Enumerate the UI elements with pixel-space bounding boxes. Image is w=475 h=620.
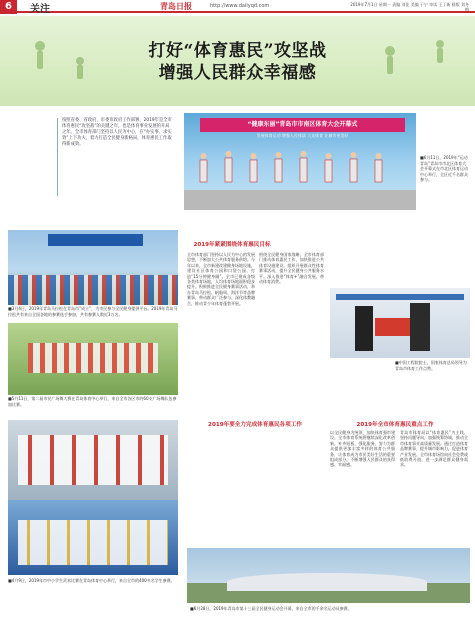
page-number: 6 [0,0,17,14]
issue-meta: 2019年7月1日 星期一 责编 刘佳 美编 于宁 审读 王丁新 排版 刘冬梅 [350,2,469,12]
newspaper-logo: 青岛日报 [160,1,192,11]
stage-banner-subtitle: 发展体育运动 增强人民体质 大众体育 让城市更美好 [256,133,349,138]
caption-dance: ■5月11日，第二届市民广场舞大赛在青岛体育中心举行，来自全市各区市的60支广场舞队伍参加比赛。 [8,396,177,407]
caption-stage: ■6月11日，2019年“运动青岛”青岛市市北区体育大会开幕式在市北区体育运动中心举行，全区近千名群众参与。 [420,155,468,183]
marathon-photo [8,230,178,305]
subhead-1: 2019年紧紧围绕体育惠民目标 [193,242,271,248]
subhead-3: 2019年要全力完成体育惠民各项工作 [208,422,302,428]
subhead-2: 2019年全市体育惠民重点工作 [356,422,434,428]
caption-stadium: ■6月28日，2019年青岛市第十三届全民健身运动会开幕，来自全市的千余名运动员参赛。 [190,606,352,611]
wushu-photo-2 [8,500,178,575]
article-col-4: 青岛市体育局以“体育惠民”为主线，坚持问题导向，加强统筹协调，推动全市体育事业高质量发展。通过打造体育品牌赛事，提升城市影响力，促进体育产业发展。全市体育场馆向社会免费或低收费开放，进一步满足群众健身需求。 [400,430,468,468]
newspaper-url[interactable]: http://www.dailyqd.com [210,3,270,9]
section-title: 关注 [30,4,50,15]
stage-banner-title: “健康东丽”青岛市市南区体育大会开幕式 [200,118,405,132]
article-col-1: 全市体育部门坚持以人民为中心的发展思想，不断加大公共体育服务供给。今年以来，全市新建改建健身场地设施，建设社区体育公园和口袋公园，打造“15分钟健身圈”。全市已建成各级各类体育场地，人均体育场地面积稳步提升。积极推进全民健身赛事活动，举办青岛马拉松、帆船周、海洋节等品牌赛事，带动群众广泛参与。深化体教融合，推动青少年体育蓬勃开展。 [187,252,255,306]
article-col-2: 围绕全民健身国家战略，全市体育部门推动体育惠民工作，加快推进公共体育设施建设，组织开展群众性体育赛事活动，提升全民健身公共服务水平。深入推进“体育+”融合发展，带动体育消费。 [259,252,324,285]
dancers-group [190,150,410,195]
caption-wushu: ■4月9日，2019年市中小学生武术比赛在青岛体育中心举行，来自全市的400多名学生参赛。 [8,578,175,583]
headline-line-1: 打好“体育惠民”攻坚战 [148,41,327,61]
lead-paragraph: 按照省委、省政府、市委市政府工作部署，2019年是全市体育惠民“攻坚战”的关键之年，也是体育事业发展的开局之年。全市体育部门坚持以人民为中心，在“办实事，求实效”上下功夫，着力打造全民健身新格局，体育惠民工作取得新成效。 [57,118,172,196]
caption-ceremony: ■中国工程院院士、国家体育总局领导为青岛市体育工作点赞。 [395,360,467,371]
article-col-3: 以全民健身为统领，加快体育强市建设。全市体育系统将继续深化改革创新，补齐短板，强化服务，努力为群众提供更加丰富多样的体育公共服务，让体育成为市民美好生活的重要组成部分，不断增强人民群众的获得感、幸福感。 [330,430,395,468]
ceremony-photo [330,288,470,358]
headline-line-2: 增强人民群众幸福感 [158,63,317,83]
square-dance-photo [8,323,178,395]
caption-marathon: ■3月4日，2019年青岛马拉松在青岛市“成立”，为市民参与全民健身提供平台。2019年青岛马拉松共有来自全国各地的参赛选手参加，共有参赛人数近3万名。 [8,306,178,317]
wushu-photo [8,420,178,500]
stadium-photo [187,548,470,603]
